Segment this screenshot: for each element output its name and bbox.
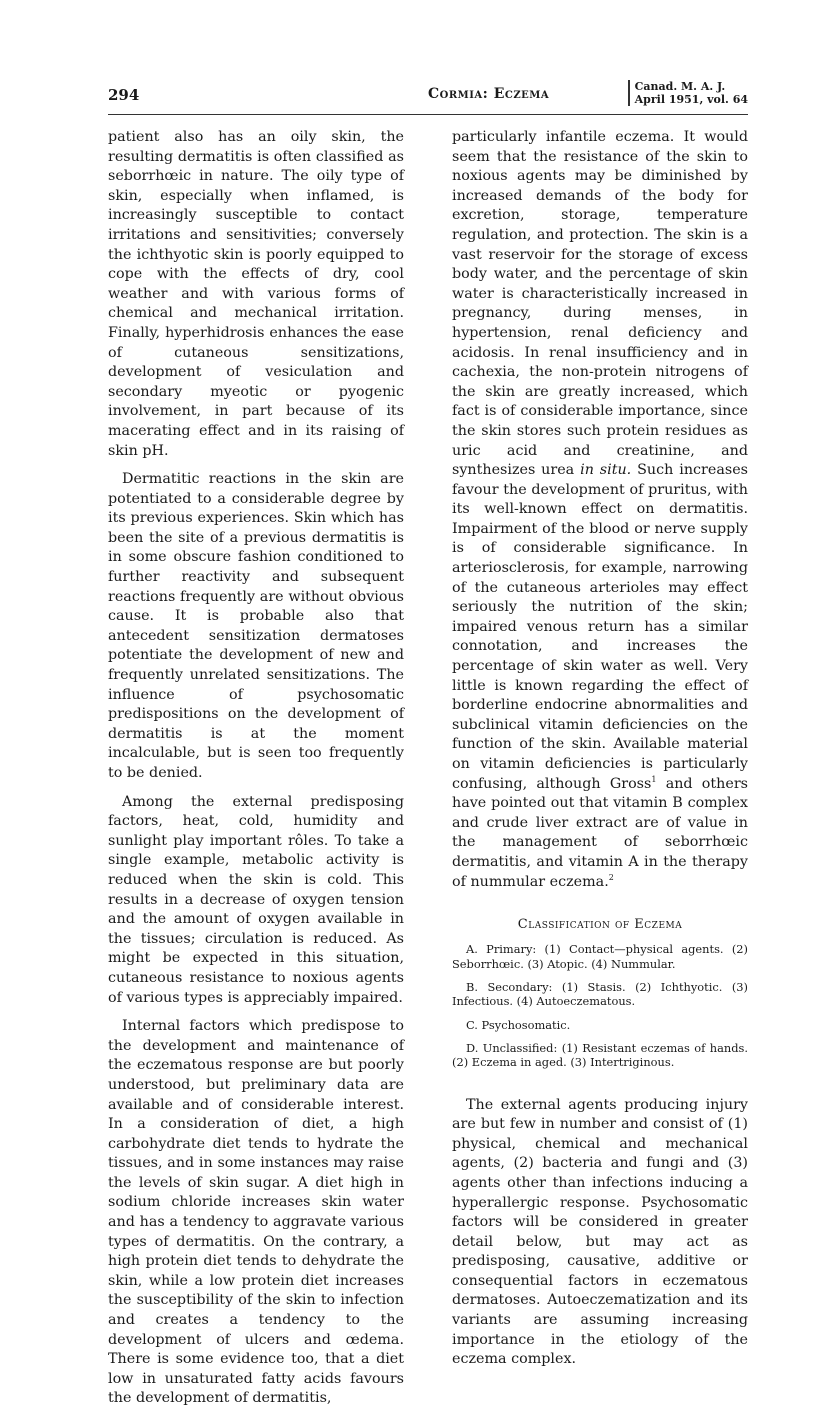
journal-reference [628, 80, 748, 106]
paragraph: Internal factors which predispose to the development and maintenance of the eczematous response are but poorly understood, but preliminary data are available and of considerable interest. In a consideration of diet, a high carbohydrate diet tends to hydrate the tissues, and in some instances may raise the levels of skin sugar. A diet high in sodium chloride increases skin water and has a tendency to aggravate various types of dermatitis. On the contrary, a high protein diet tends to dehydrate the skin, while a low protein diet increases the susceptibility of the skin to infection and creates a tendency to the development of ulcers and œdema. There is some evidence too, that a diet low in unsaturated fatty acids favours the development of dermatitis, [108, 1018, 404, 1407]
left-column [108, 128, 404, 1418]
classification-entry: B. Secondary: (1) Stasis. (2) Ichthyotic. (3) Infectious. (4) Autoeczematous. [452, 980, 748, 1009]
page-header [108, 80, 748, 115]
classification-entry: D. Unclassified: (1) Resistant eczemas of hands. (2) Eczema in aged. (3) Intertriginous. [452, 1040, 748, 1070]
text-run: particularly infantile eczema. It would seem that the resistance of the skin to noxious agents may be diminished by increased demands of the body for excretion, storage, temperature regulation, and protection. The skin is a vast reservoir for the storage of excess body water, and the percentage of skin water is characteristically increased in pregnancy, during menses, in hypertension, renal deficiency and acidosis. In renal insufficiency and in cachexia, the non-protein nitrogens of the skin are greatly increased, which fact is of considerable importance, since the skin stores such protein residues as uric acid and creatinine, and synthesizes urea [452, 129, 748, 479]
paragraph: patient also has an oily skin, the resulting dermatitis is often classified as seborrhœic in nature. The oily type of skin, especially when inflamed, is increasingly susceptible to contact irritations and sensitivities; conversely the ichthyotic skin is poorly equipped to cope with the effects of dry, cool weather and with various forms of chemical and mechanical irritation. Finally, hyperhidrosis enhances the ease of cutaneous sensitizations, development of vesiculation and secondary myeotic or pyogenic involvement, in part because of its macerating effect and in its raising of skin pH. [108, 129, 404, 459]
reference-marker: 2 [608, 872, 614, 882]
text-run: Such increases favour the development of pruritus, with its well-known effect on dermatitis. Impairment of the blood or nerve supply is of considerable significance. In arteriosclerosis, for example, narrowing of the cutaneous arterioles may effect seriously the nutrition of the skin; impaired venous return has a similar connotation, and increases the percentage of skin water as well. Very little is known regarding the effect of borderline endocrine abnormalities and subclinical vitamin deficiencies on the function of the skin. Available material on vitamin deficiencies is particularly confusing, although Gross [452, 462, 748, 792]
journal-issue: April 1951, vol. 64 [634, 93, 748, 106]
paragraph [452, 128, 748, 892]
paragraph: The external agents producing injury are but few in number and consist of (1) physical, chemical and mechanical agents, (2) bacteria and fungi and (3) agents other than infections inducing a hyperallergic response. Psychosomatic factors will be considered in greater detail below, but may act as predisposing, causative, additive or consequential factors in eczematous dermatoses. Autoeczematization and its variants are assuming increasing importance in the etiology of the eczema complex. [452, 1096, 748, 1368]
running-title: Cormia: Eczema [428, 86, 550, 102]
page-number: 294 [108, 86, 140, 104]
journal-name: Canad. M. A. J. [634, 80, 726, 93]
classification-entry: A. Primary: (1) Contact—physical agents. (2) Seborrhœic. (3) Atopic. (4) Nummular. [452, 942, 748, 971]
classification-block [452, 918, 748, 1069]
italic-term: in situ. [580, 462, 632, 479]
paragraph: Among the external predisposing factors, heat, cold, humidity and sunlight play important rôles. To take a single example, metabolic activity is reduced when the skin is cold. This results in a decrease of oxygen tension and the amount of oxygen available in the tissues; circulation is reduced. As might be expected in this situation, cutaneous resistance to noxious agents of various types is appreciably impaired. [108, 793, 404, 1006]
reference-marker: 1 [651, 774, 657, 784]
text-run: and others have pointed out that vitamin B complex and crude liver extract are of value in the management of seborrhœic dermatitis, and vitamin A in the therapy of nummular eczema. [452, 775, 748, 890]
paragraph: Dermatitic reactions in the skin are potentiated to a considerable degree by its previous experiences. Skin which has been the site of a previous dermatitis is in some obscure fashion conditioned to further reactivity and subsequent reactions frequently are without obvious cause. It is probable also that antecedent sensitization dermatoses potentiate the development of new and frequently unrelated sensitizations. The influence of psychosomatic predispositions on the development of dermatitis is at the moment incalculable, but is seen too frequently to be denied. [108, 471, 404, 781]
classification-heading: Classification of Eczema [517, 917, 683, 933]
classification-entry: C. Psychosomatic. [466, 1017, 571, 1032]
right-column [452, 128, 748, 1379]
